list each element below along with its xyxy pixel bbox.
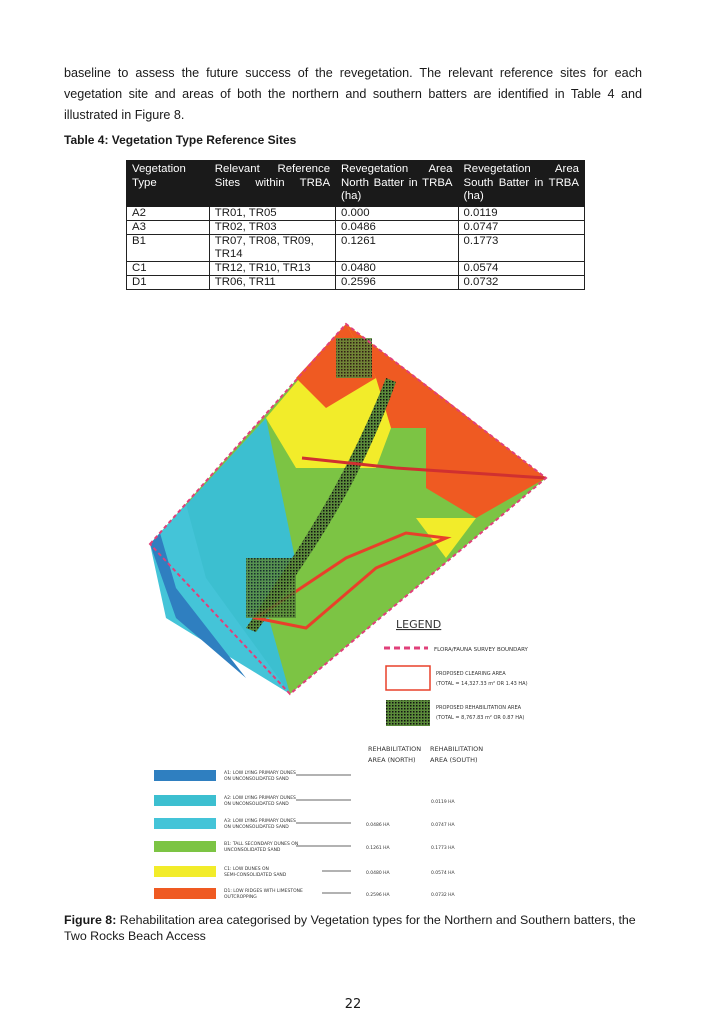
cell-veg-type: C1 bbox=[127, 261, 210, 275]
figure-caption bbox=[64, 912, 644, 944]
svg-text:UNCONSOLIDATED SAND: UNCONSOLIDATED SAND bbox=[224, 848, 281, 853]
header-north-batter: Revegetation Area North Batter in TRBA (ha) bbox=[336, 161, 458, 207]
vegetation-reference-table bbox=[126, 160, 585, 290]
legend-clearing-label: PROPOSED CLEARING AREA bbox=[436, 671, 506, 677]
svg-text:ON UNCONSOLIDATED SAND: ON UNCONSOLIDATED SAND bbox=[224, 825, 289, 830]
page-number: 22 bbox=[344, 997, 362, 1012]
legend-boundary-label: FLORA/FAUNA SURVEY BOUNDARY bbox=[434, 647, 528, 653]
svg-text:0.0574 HA: 0.0574 HA bbox=[431, 871, 455, 876]
svg-text:C1: LOW DUNES ON: C1: LOW DUNES ON bbox=[224, 867, 269, 872]
cell-veg-type: A3 bbox=[127, 220, 210, 234]
rehab-block bbox=[246, 558, 296, 618]
cell-south-area: 0.0747 bbox=[458, 220, 584, 234]
table-row bbox=[127, 234, 585, 261]
table-row bbox=[127, 206, 585, 220]
figure-caption-text: Rehabilitation area categorised by Vegetation types for the Northern and Southern batters, the Two Rocks Beach Access bbox=[64, 913, 636, 943]
cell-veg-type: A2 bbox=[127, 206, 210, 220]
table-row bbox=[127, 275, 585, 289]
svg-text:A3: LOW LYING PRIMARY DUNES: A3: LOW LYING PRIMARY DUNES bbox=[224, 819, 296, 824]
legend-clearing-swatch bbox=[386, 666, 430, 690]
svg-text:OUTCROPPING: OUTCROPPING bbox=[224, 895, 257, 900]
intro-paragraph: baseline to assess the future success of the revegetation. The relevant reference sites for each vegetation site and areas of both the northern and southern batters are identified in Table 4 and illustrated in Figure 8. bbox=[64, 66, 642, 122]
svg-text:A1: LOW LYING PRIMARY DUNES: A1: LOW LYING PRIMARY DUNES bbox=[224, 771, 296, 776]
cell-ref-sites: TR06, TR11 bbox=[209, 275, 335, 289]
cell-south-area: 0.0732 bbox=[458, 275, 584, 289]
cell-north-area: 0.000 bbox=[336, 206, 458, 220]
svg-text:B1: TALL SECONDARY DUNES ON: B1: TALL SECONDARY DUNES ON bbox=[224, 842, 299, 847]
svg-text:0.0480 HA: 0.0480 HA bbox=[366, 871, 390, 876]
svg-text:0.2596 HA: 0.2596 HA bbox=[366, 893, 390, 898]
cell-north-area: 0.0480 bbox=[336, 261, 458, 275]
cell-veg-type: D1 bbox=[127, 275, 210, 289]
cell-veg-type: B1 bbox=[127, 234, 210, 261]
table-header-row bbox=[127, 161, 585, 207]
map-legend bbox=[368, 618, 529, 764]
map-area bbox=[150, 324, 546, 694]
cell-north-area: 0.2596 bbox=[336, 275, 458, 289]
svg-text:D1: LOW RIDGES WITH LIMESTONE: D1: LOW RIDGES WITH LIMESTONE bbox=[224, 889, 303, 894]
svg-text:0.0732 HA: 0.0732 HA bbox=[431, 893, 455, 898]
legend-rehab-label: PROPOSED REHABILITATION AREA bbox=[436, 705, 522, 711]
veg-legend-b1 bbox=[154, 841, 456, 853]
cell-ref-sites: TR02, TR03 bbox=[209, 220, 335, 234]
figure-8-map bbox=[146, 318, 566, 908]
veg-legend-a2 bbox=[154, 795, 456, 807]
veg-legend-c1 bbox=[154, 866, 456, 878]
legend-rehab-total: (TOTAL = 8,767.83 m² OR 0.87 HA) bbox=[436, 715, 525, 721]
svg-text:A2: LOW LYING PRIMARY DUNES: A2: LOW LYING PRIMARY DUNES bbox=[224, 796, 296, 801]
table-caption: Table 4: Vegetation Type Reference Sites bbox=[64, 133, 297, 147]
table-row bbox=[127, 261, 585, 275]
legend-rehab-swatch bbox=[386, 700, 430, 726]
svg-text:0.0486 HA: 0.0486 HA bbox=[366, 823, 390, 828]
svg-text:ON UNCONSOLIDATED SAND: ON UNCONSOLIDATED SAND bbox=[224, 777, 289, 782]
svg-text:SEMI-CONSOLIDATED SAND: SEMI-CONSOLIDATED SAND bbox=[224, 873, 287, 878]
header-south-batter: Revegetation Area South Batter in TRBA (ha) bbox=[458, 161, 584, 207]
legend-title: LEGEND bbox=[396, 618, 442, 631]
header-reference-sites: Relevant Reference Sites within TRBA bbox=[209, 161, 335, 207]
veg-legend-d1 bbox=[154, 888, 456, 900]
rehab-south-header-2: AREA (SOUTH) bbox=[430, 756, 478, 764]
cell-ref-sites: TR01, TR05 bbox=[209, 206, 335, 220]
cell-south-area: 0.1773 bbox=[458, 234, 584, 261]
rehab-north-header-2: AREA (NORTH) bbox=[368, 756, 416, 764]
veg-legend-a3 bbox=[154, 818, 456, 830]
figure-caption-label: Figure 8: bbox=[64, 913, 117, 927]
cell-south-area: 0.0119 bbox=[458, 206, 584, 220]
vegetation-legend bbox=[154, 770, 456, 900]
cell-north-area: 0.0486 bbox=[336, 220, 458, 234]
rehab-north-header-1: REHABILITATION bbox=[368, 745, 422, 753]
veg-legend-a1 bbox=[154, 770, 351, 782]
cell-north-area: 0.1261 bbox=[336, 234, 458, 261]
svg-text:0.1261 HA: 0.1261 HA bbox=[366, 846, 390, 851]
rehab-block-north bbox=[336, 338, 372, 378]
header-vegetation-type: Vegetation Type bbox=[127, 161, 210, 207]
svg-text:ON UNCONSOLIDATED SAND: ON UNCONSOLIDATED SAND bbox=[224, 802, 289, 807]
cell-south-area: 0.0574 bbox=[458, 261, 584, 275]
vegetation-map-svg bbox=[146, 318, 566, 908]
svg-text:0.0747 HA: 0.0747 HA bbox=[431, 823, 455, 828]
rehab-south-header-1: REHABILITATION bbox=[430, 745, 484, 753]
svg-text:0.1773 HA: 0.1773 HA bbox=[431, 846, 455, 851]
svg-text:0.0119 HA: 0.0119 HA bbox=[431, 800, 455, 805]
cell-ref-sites: TR07, TR08, TR09, TR14 bbox=[209, 234, 335, 261]
legend-clearing-total: (TOTAL = 14,327.33 m² OR 1.43 HA) bbox=[436, 681, 528, 687]
table-row bbox=[127, 220, 585, 234]
cell-ref-sites: TR12, TR10, TR13 bbox=[209, 261, 335, 275]
